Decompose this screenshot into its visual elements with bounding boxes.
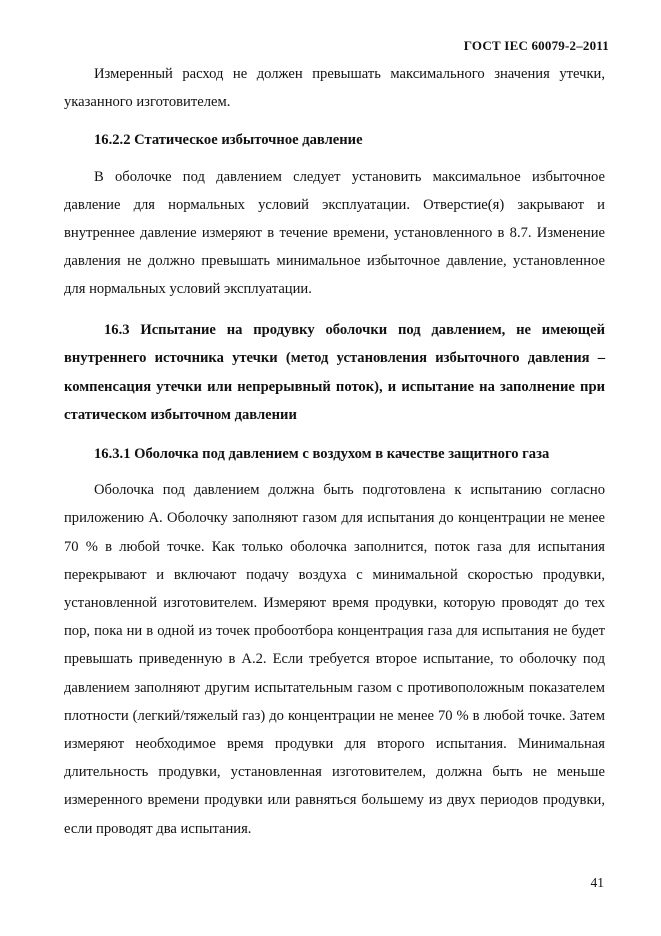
page-body <box>64 60 605 843</box>
heading-16-3: 16.3 Испытание на продувку оболочки под давлением, не имеющей внутреннего источника утечки (метод установления избыточного давления – компенсация утечки или непрерывный поток), и испытание на заполнение при статическом избыточном давлении <box>64 321 605 424</box>
heading-16-3-1: 16.3.1 Оболочка под давлением с воздухом в качестве защитного газа <box>94 446 550 462</box>
paragraph-measured-flow: Измеренный расход не должен превышать максимального значения утечки, указанного изготовителем. <box>64 66 605 111</box>
paragraph-purge-test: Оболочка под давлением должна быть подготовлена к испытанию согласно приложению А. Оболочку заполняют газом для испытания до концентрации не менее 70 % в любой точке. Как только оболочка заполнится, поток газа для испытания перекрывают и включают подачу воздуха с минимальной скоростью продувки, установленной изготовителем. Измеряют время продувки, которую проводят до тех пор, пока ни в одной из точек пробоотбора концентрация газа для испытания не будет превышать приведенную в А.2. Если требуется второе испытание, то оболочку под давлением заполняют другим испытательным газом с противоположным показателем плотности (легкий/тяжелый газ) до концентрации не менее 70 % в любой точке. Затем измеряют необходимое время продувки для второго испытания. Минимальная длительность продувки, установленная изготовителем, должна быть не меньше измеренного времени продувки или равняться большему из двух периодов продувки, если проводят два испытания. <box>64 482 605 837</box>
document-code-header: ГОСТ IEC 60079-2–2011 <box>463 38 609 53</box>
heading-16-2-2: 16.2.2 Статическое избыточное давление <box>94 132 363 149</box>
spacer <box>64 304 605 310</box>
page-number: 41 <box>590 875 604 890</box>
paragraph-static-pressure: В оболочке под давлением следует установить максимальное избыточное давление для нормальных условий эксплуатации. Отверстие(я) закрывают и внутреннее давление измеряют в течение времени, установленного в 8.7. Изменение давления не должно превышать минимальное избыточное давление, установленное для нормальных условий эксплуатации. <box>64 168 605 298</box>
